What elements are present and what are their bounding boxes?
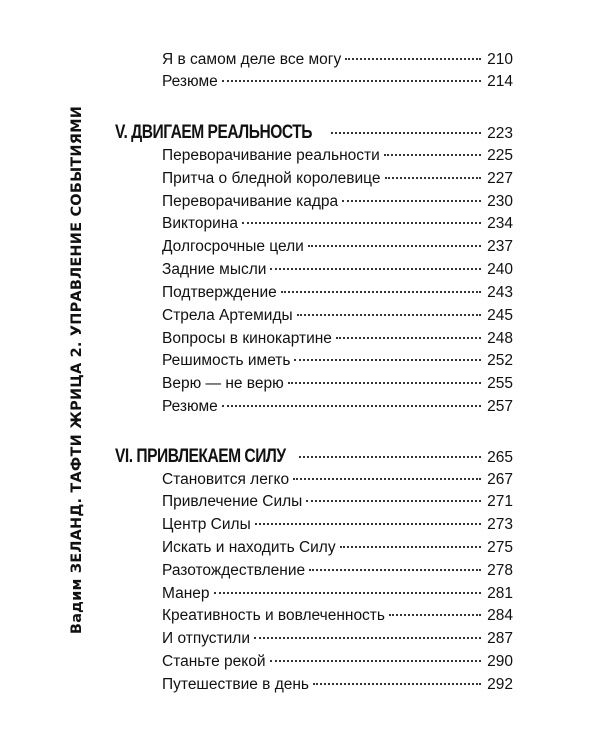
entry-title: Викторина xyxy=(162,215,238,232)
dot-leader xyxy=(297,314,481,316)
toc-entry-row xyxy=(162,329,513,349)
spine-caption: Вадим ЗЕЛАНД. ТАФТИ ЖРИЦА 2. УПРАВЛЕНИЕ СОБЫТИЯМИ xyxy=(69,105,85,635)
page-number: 271 xyxy=(487,493,513,510)
entry-title: И отпустили xyxy=(162,630,251,647)
toc-entry-row xyxy=(162,561,513,581)
toc-entry-row xyxy=(162,606,513,626)
toc-entry-row xyxy=(162,538,513,558)
page-number: 240 xyxy=(487,261,513,278)
entry-title: Вопросы в кинокартине xyxy=(162,330,332,347)
page-number: 234 xyxy=(487,215,513,232)
toc-entry-row xyxy=(162,492,513,512)
dot-leader xyxy=(389,614,481,616)
entry-title: Манер xyxy=(162,585,210,602)
toc-chapter-row xyxy=(115,123,513,144)
chapter-title: V. ДВИГАЕМ РЕАЛЬНОСТЬ xyxy=(115,122,312,143)
toc-entry-row xyxy=(162,283,513,303)
dot-leader xyxy=(342,200,481,202)
page-number: 281 xyxy=(487,585,513,602)
toc-entry-row xyxy=(162,306,513,326)
dot-leader xyxy=(254,637,481,639)
page-number: 267 xyxy=(487,471,513,488)
dot-leader xyxy=(336,337,481,339)
toc-entry-row xyxy=(162,146,513,166)
dot-leader xyxy=(270,660,482,662)
page-number: 237 xyxy=(487,238,513,255)
page-number: 292 xyxy=(487,676,513,693)
toc-entry-row xyxy=(162,515,513,535)
page-number: 230 xyxy=(487,193,513,210)
page-number: 245 xyxy=(487,307,513,324)
entry-title: Решимость иметь xyxy=(162,352,291,369)
toc-entry-row xyxy=(162,237,513,257)
toc-entry-row xyxy=(162,50,513,70)
entry-title: Я в самом деле все могу xyxy=(162,51,342,68)
toc-entry-row xyxy=(162,351,513,371)
page-number: 257 xyxy=(487,398,513,415)
page-number: 223 xyxy=(487,125,513,142)
page-number: 227 xyxy=(487,170,513,187)
page-number: 210 xyxy=(487,51,513,68)
dot-leader xyxy=(308,245,481,247)
page-number: 225 xyxy=(487,147,513,164)
dot-leader xyxy=(222,80,481,82)
entry-title: Разотождествление xyxy=(162,562,306,579)
toc-entry-row xyxy=(162,214,513,234)
toc-entry-row xyxy=(162,397,513,417)
toc-entry-row xyxy=(162,72,513,92)
toc-entry-row xyxy=(162,629,513,649)
page-number: 248 xyxy=(487,330,513,347)
dot-leader xyxy=(299,456,481,458)
dot-leader xyxy=(281,291,481,293)
page-number: 252 xyxy=(487,352,513,369)
chapter-title: VI. ПРИВЛЕКАЕМ СИЛУ xyxy=(115,446,286,467)
page-number: 255 xyxy=(487,375,513,392)
toc-entry-row xyxy=(162,169,513,189)
page-number: 273 xyxy=(487,516,513,533)
dot-leader xyxy=(306,500,481,502)
dot-leader xyxy=(270,268,481,270)
dot-leader xyxy=(345,58,481,60)
dot-leader xyxy=(288,382,481,384)
dot-leader xyxy=(385,177,482,179)
dot-leader xyxy=(384,154,481,156)
entry-title: Притча о бледной королевице xyxy=(162,170,381,187)
dot-leader xyxy=(222,405,481,407)
entry-title: Резюме xyxy=(162,398,218,415)
toc-entry-row xyxy=(162,374,513,394)
toc-entry-row xyxy=(162,260,513,280)
page-number: 214 xyxy=(487,73,513,90)
dot-leader xyxy=(313,683,481,685)
page-number: 275 xyxy=(487,539,513,556)
entry-title: Верю — не верю xyxy=(162,375,284,392)
dot-leader xyxy=(294,359,481,361)
page-number: 265 xyxy=(487,449,513,466)
entry-title: Центр Силы xyxy=(162,516,251,533)
entry-title: Переворачивание реальности xyxy=(162,147,380,164)
page-number: 284 xyxy=(487,607,513,624)
entry-title: Становится легко xyxy=(162,471,290,488)
entry-title: Подтверждение xyxy=(162,284,277,301)
toc-entry-row xyxy=(162,470,513,490)
page-number: 290 xyxy=(487,653,513,670)
entry-title: Искать и находить Силу xyxy=(162,539,336,556)
entry-title: Долгосрочные цели xyxy=(162,238,304,255)
dot-leader xyxy=(309,569,481,571)
entry-title: Резюме xyxy=(162,73,218,90)
dot-leader xyxy=(293,478,481,480)
page-number: 287 xyxy=(487,630,513,647)
dot-leader xyxy=(242,222,481,224)
entry-title: Задние мысли xyxy=(162,261,267,278)
dot-leader xyxy=(340,546,482,548)
toc-chapter-row xyxy=(115,447,513,468)
entry-title: Переворачивание кадра xyxy=(162,193,339,210)
entry-title: Привлечение Силы xyxy=(162,493,303,510)
page-number: 278 xyxy=(487,562,513,579)
toc-entry-row xyxy=(162,584,513,604)
entry-title: Стрела Артемиды xyxy=(162,307,293,324)
dot-leader xyxy=(214,592,482,594)
toc-entry-row xyxy=(162,192,513,212)
toc-entry-row xyxy=(162,652,513,672)
dot-leader xyxy=(255,523,481,525)
entry-title: Станьте рекой xyxy=(162,653,266,670)
toc-entry-row xyxy=(162,675,513,695)
entry-title: Креативность и вовлеченность xyxy=(162,607,385,624)
page-number: 243 xyxy=(487,284,513,301)
dot-leader xyxy=(331,132,481,134)
entry-title: Путешествие в день xyxy=(162,676,310,693)
